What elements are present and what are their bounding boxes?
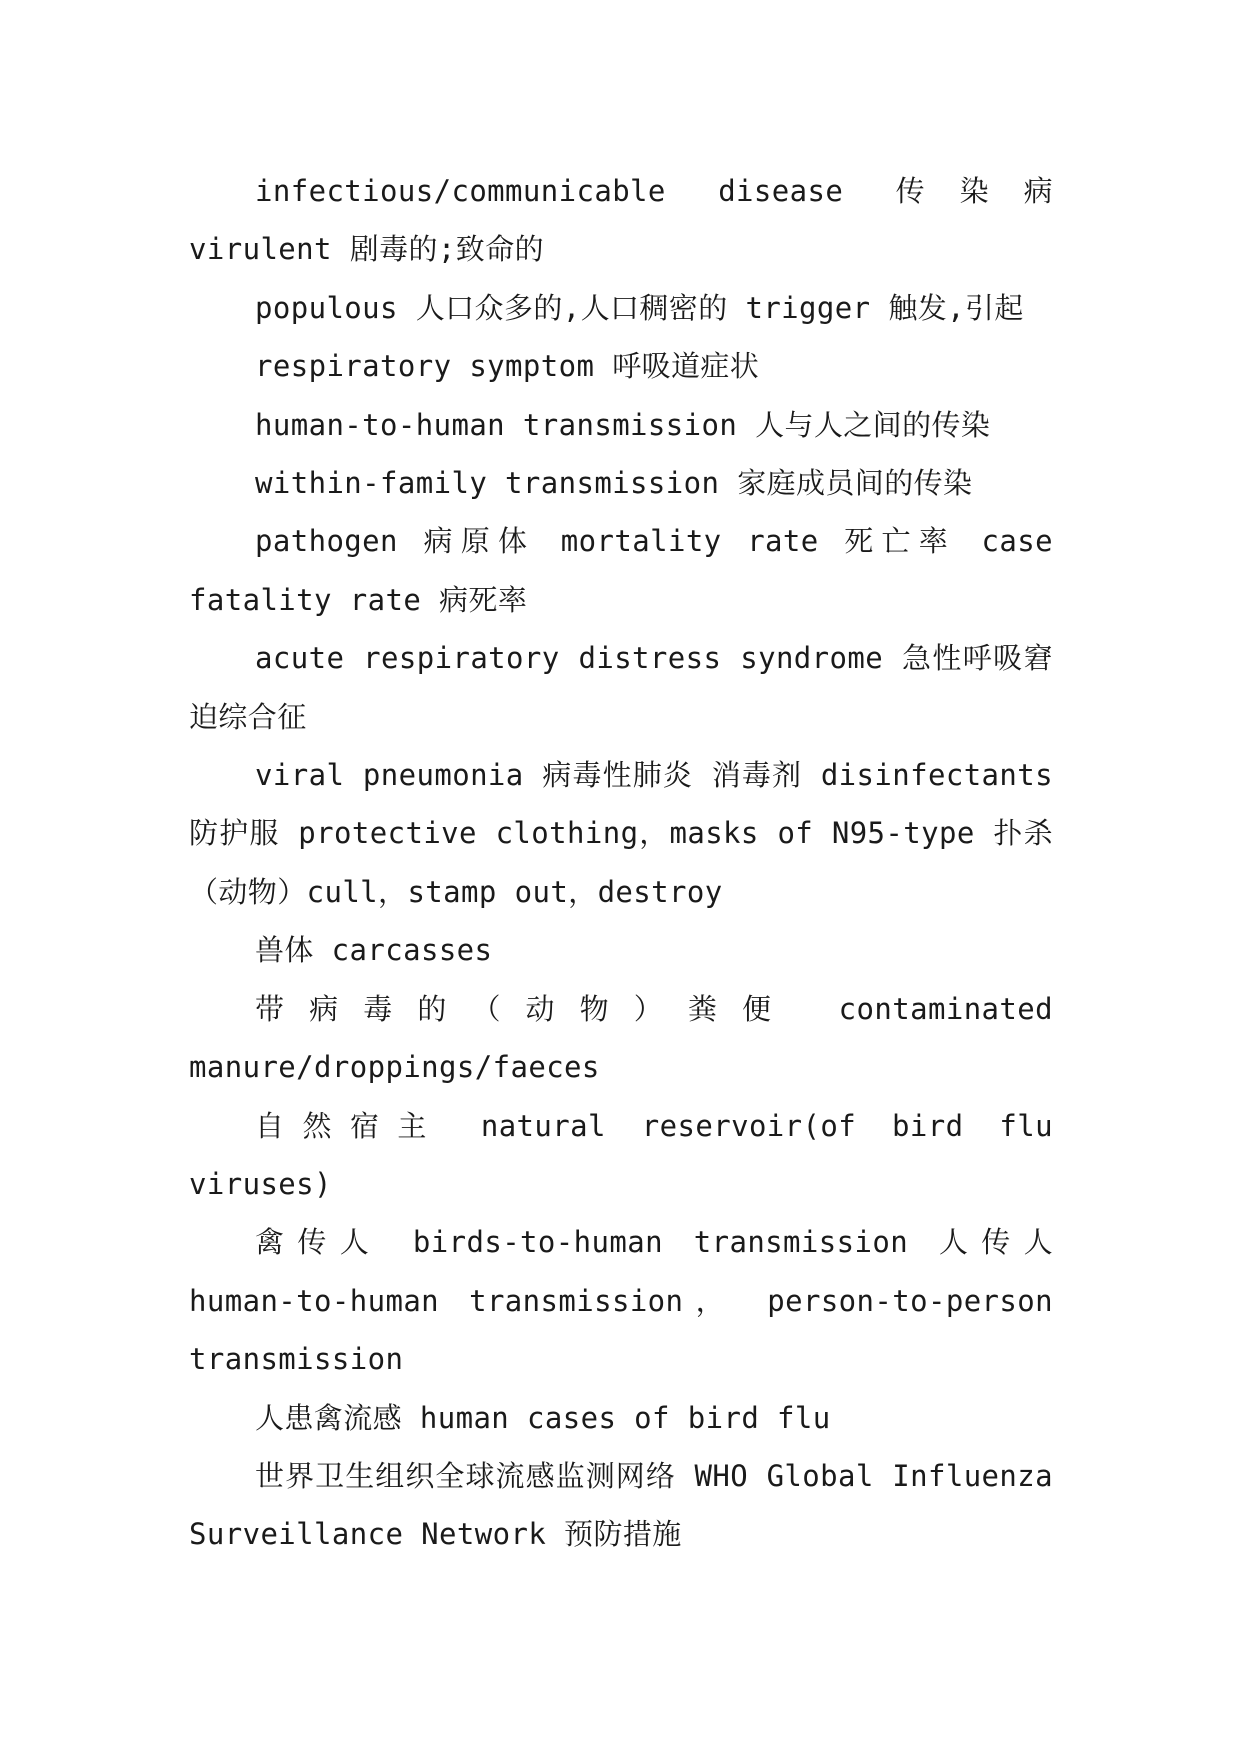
vocab-paragraph: 世界卫生组织全球流感监测网络 WHO Global Influenza Surveillance Network 预防措施 (189, 1458, 1053, 1552)
vocab-paragraph: populous 人口众多的,人口稠密的 trigger 触发,引起 (255, 290, 1024, 325)
document-body (189, 162, 1053, 1564)
vocab-paragraph: infectious/communicable disease 传染病 virulent 剧毒的;致命的 (189, 174, 1053, 267)
vocab-paragraph: acute respiratory distress syndrome 急性呼吸窘迫综合征 (189, 641, 1053, 734)
vocab-paragraph: within-family transmission 家庭成员间的传染 (255, 466, 973, 501)
vocab-paragraph: 人患禽流感 human cases of bird flu (255, 1400, 831, 1435)
vocab-paragraph: 禽传人 birds-to-human transmission 人传人 human-to-human transmission， person-to-person transmission (189, 1225, 1053, 1377)
vocab-paragraph: pathogen 病原体 mortality rate 死亡率 case fatality rate 病死率 (189, 524, 1053, 617)
vocab-paragraph: 带病毒的（动物）粪便 contaminated manure/droppings/faeces (189, 991, 1053, 1085)
vocab-paragraph: respiratory symptom 呼吸道症状 (255, 349, 760, 384)
vocab-paragraph: 兽体 carcasses (255, 933, 493, 968)
vocab-paragraph: viral pneumonia 病毒性肺炎 消毒剂 disinfectants 防护服 protective clothing，masks of N95-type 扑杀（动物）cull，stamp out，destroy (189, 758, 1054, 909)
vocab-paragraph: human-to-human transmission 人与人之间的传染 (255, 407, 991, 442)
vocab-paragraph: 自然宿主 natural reservoir(of bird flu viruses) (189, 1108, 1053, 1201)
